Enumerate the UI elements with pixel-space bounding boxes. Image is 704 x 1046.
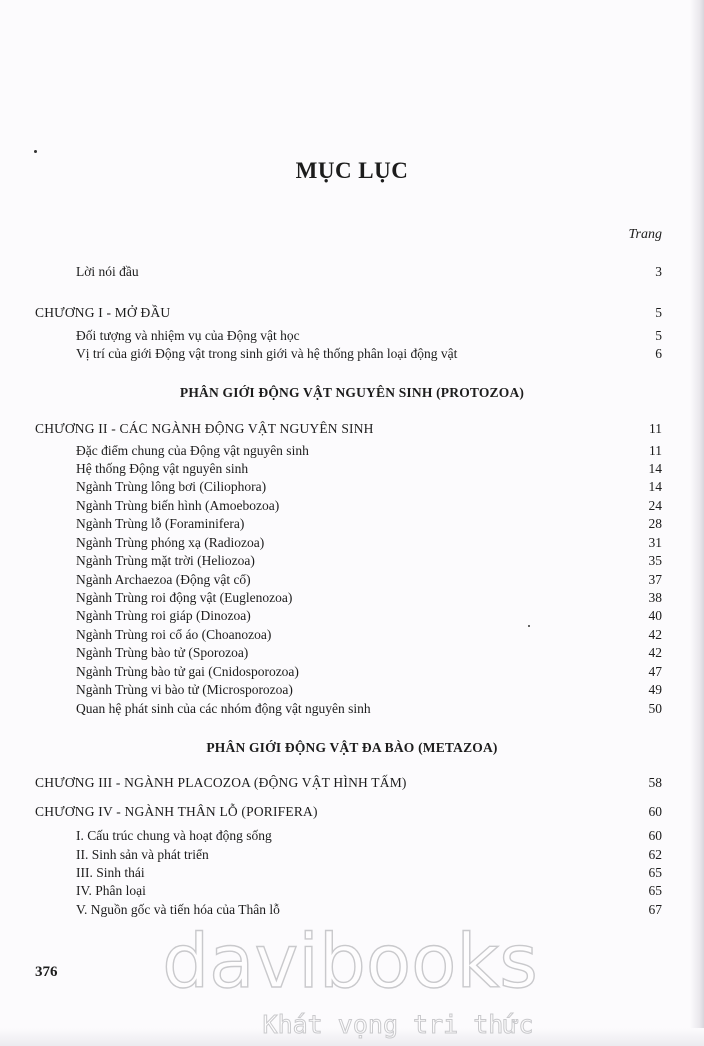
toc-entry-label: Ngành Trùng phóng xạ (Radiozoa) [76, 535, 265, 550]
toc-entry-page: 6 [655, 346, 662, 361]
toc-entry[interactable] [0, 700, 704, 718]
toc-entry-label: Ngành Trùng bào tử (Sporozoa) [76, 645, 249, 660]
toc-entry-label: Ngành Trùng bào tử gai (Cnidosporozoa) [76, 664, 299, 679]
toc-entry-label: Ngành Trùng lông bơi (Ciliophora) [76, 479, 267, 494]
section-heading-protozoa: PHÂN GIỚI ĐỘNG VẬT NGUYÊN SINH (PROTOZOA) [179, 385, 525, 400]
toc-entry-label: IV. Phân loại [76, 883, 146, 898]
watermark-slogan: Khát vọng tri thức [262, 1010, 534, 1039]
davibooks-watermark [150, 915, 550, 1045]
toc-entry[interactable] [0, 497, 704, 515]
toc-entry[interactable] [0, 607, 704, 625]
toc-entry-page: 67 [648, 902, 662, 917]
toc-entry-label: Đặc điểm chung của Động vật nguyên sinh [76, 443, 309, 458]
chapter-title: CHƯƠNG III - NGÀNH PLACOZOA (ĐỘNG VẬT HÌNH TẤM) [35, 775, 407, 790]
toc-entry-page: 62 [648, 847, 662, 862]
toc-entry-label: Ngành Trùng biến hình (Amoebozoa) [76, 498, 280, 513]
toc-entry-label: I. Cấu trúc chung và hoạt động sống [76, 828, 272, 843]
toc-entry-label: Ngành Archaezoa (Động vật cổ) [76, 572, 251, 587]
toc-entry-page: 31 [648, 535, 662, 550]
toc-entry-page: 50 [648, 701, 662, 716]
toc-entry-label: Ngành Trùng mặt trời (Heliozoa) [76, 553, 255, 568]
toc-entry-page: 35 [648, 553, 662, 568]
toc-entry[interactable] [0, 681, 704, 699]
chapter-page: 60 [648, 804, 662, 819]
toc-entry-page: 5 [655, 328, 662, 343]
toc-entry-page: 37 [648, 572, 662, 587]
toc-entry-label: Vị trí của giới Động vật trong sinh giới và hệ thống phân loại động vật [76, 346, 458, 361]
toc-entry-page: 65 [648, 865, 662, 880]
toc-entry-page: 14 [648, 461, 662, 476]
chapter-title: CHƯƠNG I - MỞ ĐẦU [35, 305, 171, 320]
toc-entry[interactable] [0, 644, 704, 662]
toc-entry-page: 42 [648, 627, 662, 642]
toc-entry[interactable] [0, 827, 704, 845]
page-column-header: Trang [628, 227, 662, 242]
chapter-page: 5 [655, 305, 662, 320]
toc-entry[interactable] [0, 327, 704, 345]
toc-entry-page: 42 [648, 645, 662, 660]
toc-entry-label: Ngành Trùng roi cổ áo (Choanozoa) [76, 627, 272, 642]
toc-entry-page: 49 [648, 682, 662, 697]
watermark-brand: davibooks [162, 919, 538, 1005]
toc-entry-page: 60 [648, 828, 662, 843]
chapter-title: CHƯƠNG II - CÁC NGÀNH ĐỘNG VẬT NGUYÊN SINH [35, 421, 374, 436]
toc-entry[interactable] [0, 846, 704, 864]
toc-entry-page: 65 [648, 883, 662, 898]
print-speck [34, 150, 37, 153]
toc-entry[interactable] [0, 552, 704, 570]
toc-entry-page: 47 [648, 664, 662, 679]
page-title: MỤC LỤC [295, 158, 409, 183]
toc-entry-label: Ngành Trùng lỗ (Foraminifera) [76, 516, 245, 531]
toc-entry[interactable] [0, 263, 704, 281]
toc-entry-label: Đối tượng và nhiệm vụ của Động vật học [76, 328, 300, 343]
toc-entry-label: V. Nguồn gốc và tiến hóa của Thân lỗ [76, 902, 280, 917]
section-heading-metazoa: PHÂN GIỚI ĐỘNG VẬT ĐA BÀO (METAZOA) [206, 740, 498, 755]
toc-entry-page: 28 [648, 516, 662, 531]
toc-entry-label: Lời nói đầu [76, 264, 139, 279]
toc-entry[interactable] [0, 571, 704, 589]
toc-chapter-1[interactable] [0, 304, 704, 322]
toc-chapter-2[interactable] [0, 420, 704, 438]
toc-entry[interactable] [0, 663, 704, 681]
toc-entry-page: 40 [648, 608, 662, 623]
book-page-number: 376 [35, 964, 58, 980]
toc-entry[interactable] [0, 626, 704, 644]
toc-entry-label: Quan hệ phát sinh của các nhóm động vật nguyên sinh [76, 701, 371, 716]
toc-entry[interactable] [0, 460, 704, 478]
toc-entry[interactable] [0, 515, 704, 533]
toc-entry-page: 38 [648, 590, 662, 605]
toc-chapter-3[interactable] [0, 774, 704, 792]
toc-entry-label: II. Sinh sản và phát triển [76, 847, 209, 862]
toc-entry[interactable] [0, 345, 704, 363]
toc-entry[interactable] [0, 882, 704, 900]
toc-entry-page: 14 [648, 479, 662, 494]
toc-entry-page: 11 [649, 443, 662, 458]
toc-entry-label: Ngành Trùng roi động vật (Euglenozoa) [76, 590, 293, 605]
toc-entry-label: Hệ thống Động vật nguyên sinh [76, 461, 249, 476]
toc-entry[interactable] [0, 534, 704, 552]
toc-entry[interactable] [0, 589, 704, 607]
toc-entry-label: Ngành Trùng roi giáp (Dinozoa) [76, 608, 251, 623]
toc-entry-label: Ngành Trùng vi bào tử (Microsporozoa) [76, 682, 293, 697]
toc-chapter-4[interactable] [0, 803, 704, 821]
toc-entry-label: III. Sinh thái [76, 865, 145, 880]
toc-entry[interactable] [0, 442, 704, 460]
chapter-title: CHƯƠNG IV - NGÀNH THÂN LỖ (PORIFERA) [35, 804, 318, 819]
chapter-page: 11 [649, 421, 662, 436]
toc-entry[interactable] [0, 478, 704, 496]
chapter-page: 58 [648, 775, 662, 790]
toc-entry-page: 24 [648, 498, 662, 513]
toc-entry[interactable] [0, 864, 704, 882]
toc-entry-page: 3 [655, 264, 662, 279]
